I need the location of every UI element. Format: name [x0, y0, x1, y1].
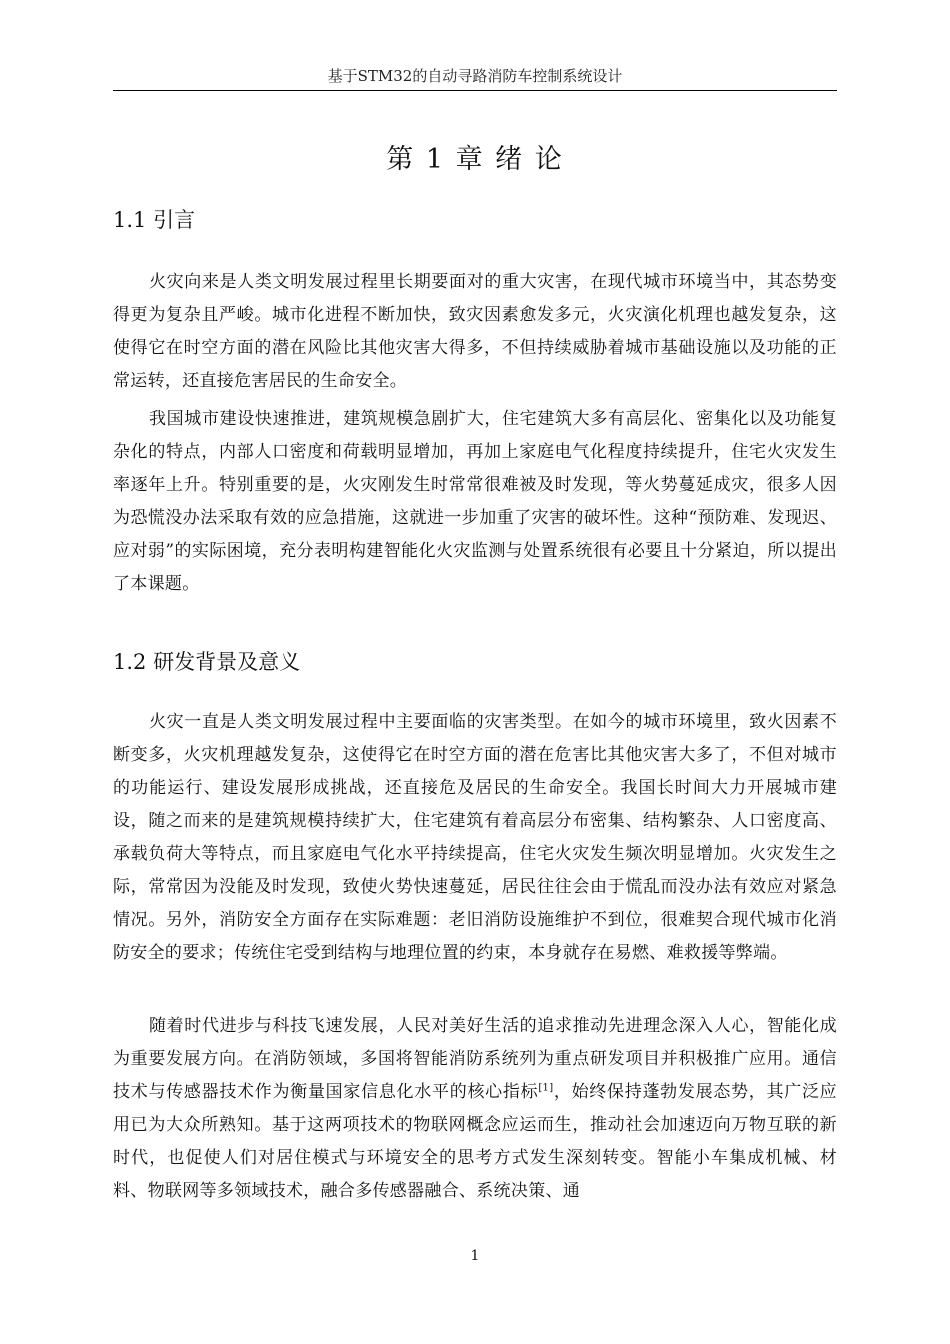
paragraph-text-after-citation: ，始终保持蓬勃发展态势，其广泛应用已为大众所熟知。基于这两项技术的物联网概念应运而生，推动社会加速迈向万物互联的新时代，也促使人们对居住模式与环境安全的思考方式发生深刻转变。智能小车集成机械、材料、物联网等多领域技术，融合多传感器融合、系统决策、通 [113, 1082, 837, 1201]
page-number: 1 [470, 1248, 480, 1264]
paragraph: 火灾一直是人类文明发展过程中主要面临的灾害类型。在如今的城市环境里，致火因素不断变多，火灾机理越发复杂，这使得它在时空方面的潜在危害比其他灾害大多了，不但对城市的功能运行、建设发展形成挑战，还直接危及居民的生命安全。我国长时间大力开展城市建设，随之而来的是建筑规模持续扩大，住宅建筑有着高层分布密集、结构繁杂、人口密度高、承载负荷大等特点，而且家庭电气化水平持续提高，住宅火灾发生频次明显增加。火灾发生之际，常常因为没能及时发现，致使火势快速蔓延，居民往往会由于慌乱而没办法有效应对紧急情况。另外，消防安全方面存在实际难题：老旧消防设施维护不到位，很难契合现代城市化消防安全的要求；传统住宅受到结构与地理位置的约束，本身就存在易燃、难救援等弊端。 [113, 712, 837, 963]
paragraph [113, 1010, 837, 1208]
running-header: 基于STM32的自动寻路消防车控制系统设计 [327, 67, 623, 85]
paragraph: 我国城市建设快速推进，建筑规模急剧扩大，住宅建筑大多有高层化、密集化以及功能复杂化的特点，内部人口密度和荷载明显增加，再加上家庭电气化程度持续提升，住宅火灾发生率逐年上升。特别重要的是，火灾刚发生时常常很难被及时发现，等火势蔓延成灾，很多人因为恐慌没办法采取有效的应急措施，这就进一步加重了灾害的破坏性。这种“预防难、发现迟、应对弱”的实际困境，充分表明构建智能化火灾监测与处置系统很有必要且十分紧迫，所以提出了本课题。 [113, 409, 837, 594]
header-rule [113, 90, 837, 91]
chapter-title: 第 1 章 绪 论 [386, 144, 564, 175]
citation-marker[interactable]: [1] [538, 1082, 554, 1094]
section-heading-intro: 1.1 引言 [113, 208, 196, 232]
paragraph: 火灾向来是人类文明发展过程里长期要面对的重大灾害，在现代城市环境当中，其态势变得更为复杂且严峻。城市化进程不断加快，致灾因素愈发多元，火灾演化机理也越发复杂，这使得它在时空方面的潜在风险比其他灾害大得多，不但持续威胁着城市基础设施以及功能的正常运转，还直接危害居民的生命安全。 [113, 272, 837, 391]
section-heading-background: 1.2 研发背景及意义 [113, 650, 301, 674]
paragraph-text-before-citation: 随着时代进步与科技飞速发展，人民对美好生活的追求推动先进理念深入人心，智能化成为重要发展方向。在消防领域，多国将智能消防系统列为重点研发项目并积极推广应用。通信技术与传感器技术作为衡量国家信息化水平的核心指标 [113, 1016, 837, 1102]
